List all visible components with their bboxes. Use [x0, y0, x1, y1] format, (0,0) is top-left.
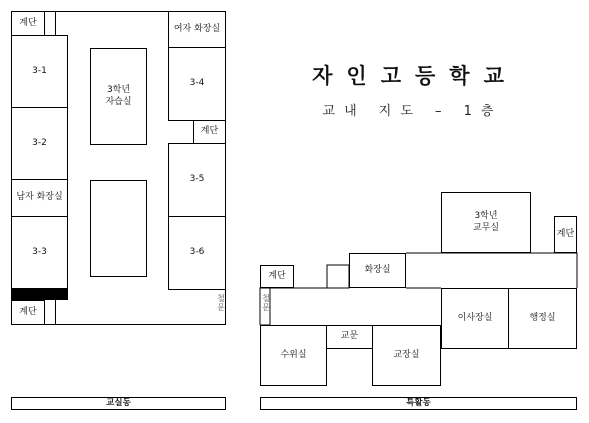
- stair-right[interactable]: 계단: [193, 120, 226, 144]
- classroom-3-2[interactable]: 3-2: [11, 107, 68, 180]
- stair-top[interactable]: 계단: [11, 11, 45, 36]
- iron-gate-label-special: 철문: [262, 294, 270, 312]
- school-gate[interactable]: 교문: [326, 325, 373, 349]
- stair-east[interactable]: 계단: [554, 216, 577, 253]
- teachers-office[interactable]: 3학년 교무실: [441, 192, 531, 253]
- map-subtitle: 교내 지도 – 1층: [322, 104, 503, 119]
- study-room[interactable]: 3학년 자습실: [90, 48, 147, 145]
- classroom-3-3[interactable]: 3-3: [11, 216, 68, 289]
- stair-west[interactable]: 계단: [260, 265, 294, 288]
- guard-room[interactable]: 수위실: [260, 325, 327, 386]
- special-wing-caption: 특활동: [260, 397, 577, 410]
- female-restroom[interactable]: 여자 화장실: [168, 11, 226, 48]
- classroom-wing-caption: 교실동: [11, 397, 226, 410]
- classroom-3-6[interactable]: 3-6: [168, 216, 226, 290]
- principal-office[interactable]: 교장실: [372, 325, 441, 386]
- male-restroom[interactable]: 남자 화장실: [11, 179, 68, 217]
- restroom[interactable]: 화장실: [349, 253, 406, 288]
- stair-bottom[interactable]: 계단: [11, 300, 45, 325]
- admin-office[interactable]: 행정실: [508, 288, 577, 349]
- board-chair-office[interactable]: 이사장실: [441, 288, 509, 349]
- classroom-3-1[interactable]: 3-1: [11, 35, 68, 108]
- classroom-3-4[interactable]: 3-4: [168, 47, 226, 121]
- map-title: 자인고등학교: [312, 64, 518, 88]
- iron-gate-label-classroom: 철문: [217, 294, 225, 312]
- classroom-3-5[interactable]: 3-5: [168, 143, 226, 217]
